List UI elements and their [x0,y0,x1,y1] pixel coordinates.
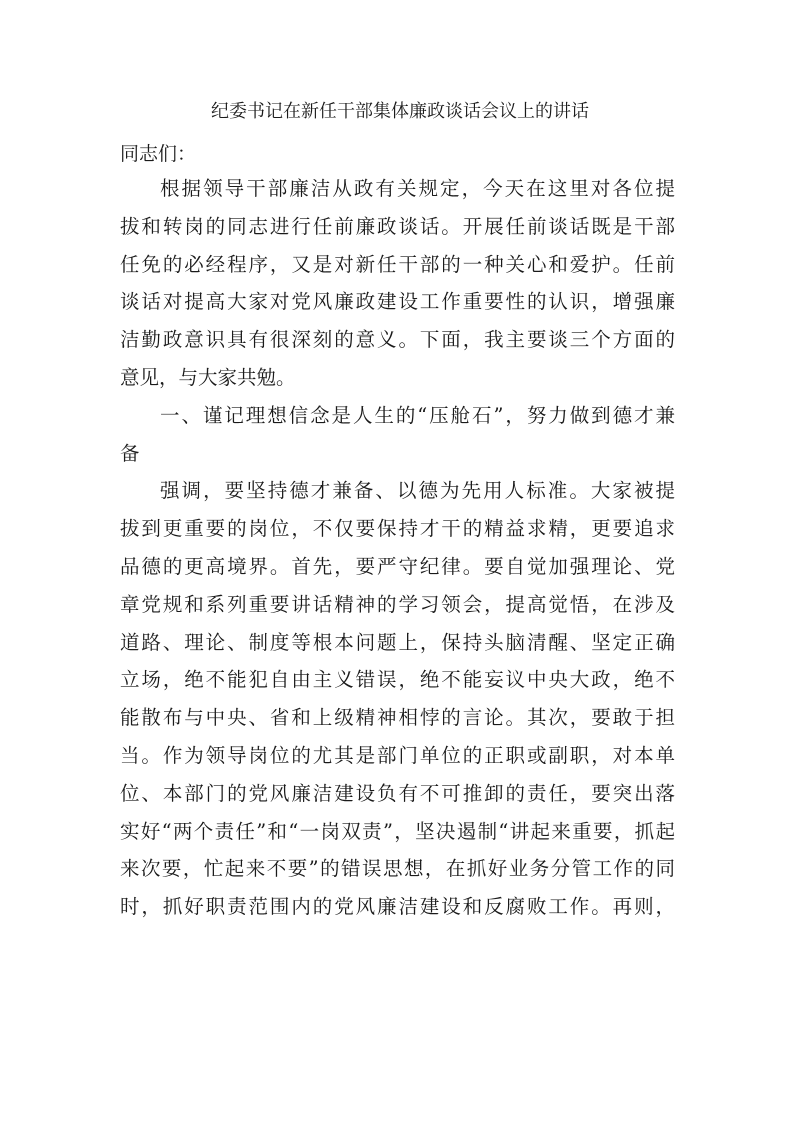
text-line: 时，抓好职责范围内的党风廉洁建设和反腐败工作。再则， [120,895,675,919]
text-line: 谈话对提高大家对党风廉政建设工作重要性的认识，增强廉 [120,290,675,314]
document-body [120,170,675,926]
text-line: 备 [120,441,140,465]
text-line: 任免的必经程序，又是对新任干部的一种关心和爱护。任前 [120,252,675,276]
salutation: 同志们： [120,143,197,165]
text-line: 意见，与大家共勉。 [120,365,296,389]
text-line: 拔和转岗的同志进行任前廉政谈话。开展任前谈话既是干部 [120,214,675,238]
text-line: 能散布与中央、省和上级精神相悖的言论。其次，要敢于担 [120,706,675,730]
text-line: 品德的更高境界。首先，要严守纪律。要自觉加强理论、党 [120,554,675,578]
text-line: 强调，要坚持德才兼备、以德为先用人标准。大家被提 [160,479,675,503]
text-line: 当。作为领导岗位的尤其是部门单位的正职或副职，对本单 [120,743,675,767]
text-line: 拔到更重要的岗位，不仅要保持才干的精益求精，更要追求 [120,517,675,541]
document-title: 纪委书记在新任干部集体廉政谈话会议上的讲话 [211,101,589,122]
text-line: 道路、理论、制度等根本问题上，保持头脑清醒、坚定正确 [120,630,675,654]
text-line: 洁勤政意识具有很深刻的意义。下面，我主要谈三个方面的 [120,328,675,352]
text-line: 实好“两个责任”和“一岗双责”，坚决遏制“讲起来重要，抓起 [120,819,675,843]
text-line: 章党规和系列重要讲话精神的学习领会，提高觉悟，在涉及 [120,592,675,616]
text-line: 来次要，忙起来不要”的错误思想，在抓好业务分管工作的同 [120,857,675,881]
text-line: 立场，绝不能犯自由主义错误，绝不能妄议中央大政，绝不 [120,668,675,692]
text-line: 一、谨记理想信念是人生的“压舱石”，努力做到德才兼 [160,403,675,427]
text-line: 根据领导干部廉洁从政有关规定，今天在这里对各位提 [160,177,675,200]
text-line: 位、本部门的党风廉洁建设负有不可推卸的责任，要突出落 [120,781,675,805]
